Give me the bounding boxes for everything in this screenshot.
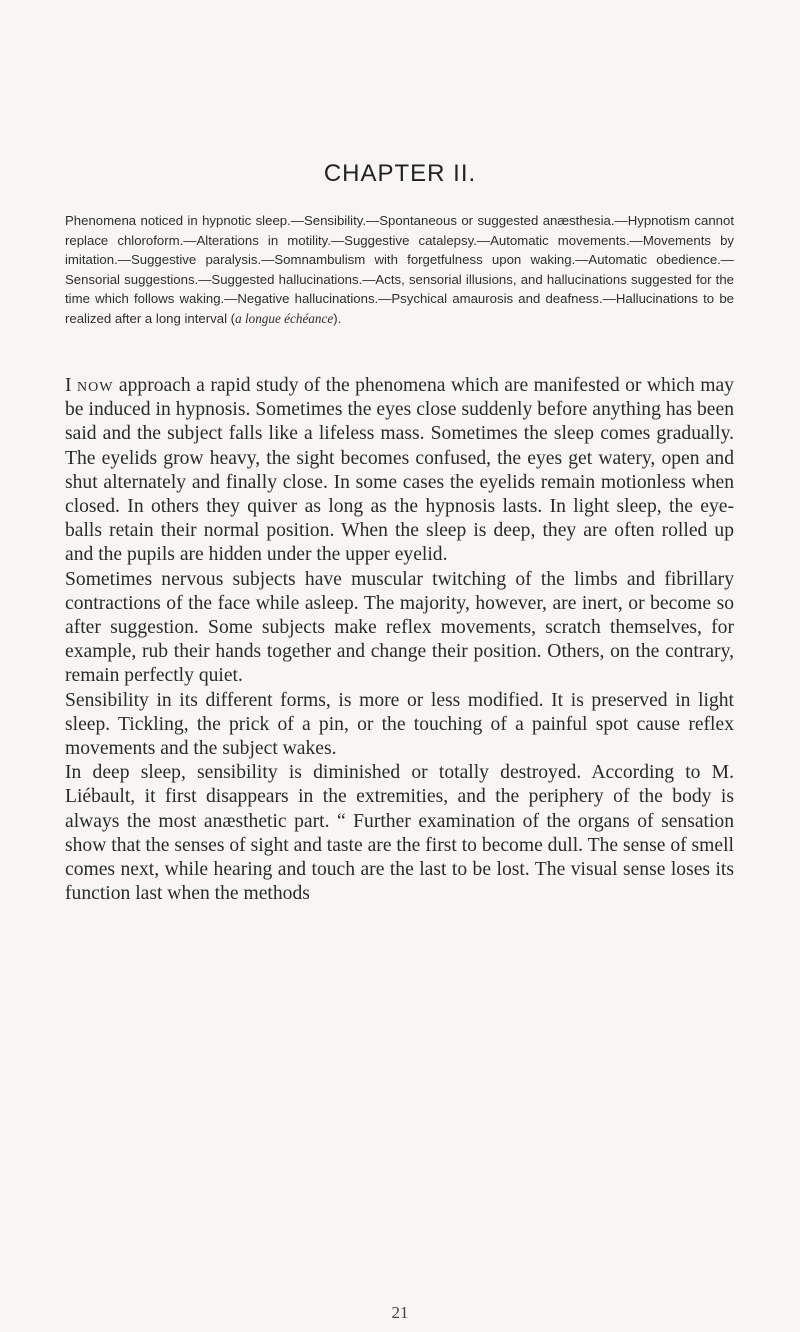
chapter-synopsis	[65, 211, 734, 329]
paragraph-2: Sometimes nervous subjects have muscular twitching of the limbs and fibrillary contractions of the face while asleep. The majority, however, are inert, or become so after suggestion. Some subjects make reflex movements, scratch themselves, for example, rub their hands together and change their position. Others, on the contrary, remain perfectly quiet.	[65, 568, 734, 687]
synopsis-italic-phrase: a longue échéance	[235, 310, 334, 326]
paragraph-4: In deep sleep, sensibility is diminished or totally destroyed. According to M. Liébault, it first disappears in the extremities, and the periphery of the body is always the most anæsthetic part. “ Further examination of the organs of sensation show that the senses of sight and taste are the first to become dull. The sense of smell comes next, while hearing and touch are the last to be lost. The visual sense loses its function last when the methods	[65, 762, 734, 905]
synopsis-end: ).	[333, 310, 342, 326]
paragraph-1-text: approach a rapid study of the phenomena which are manifested or which may be induced in hypnosis. Sometimes the eyes close suddenly before anything has been said and the subject falls like a lifeless mass. Sometimes the sleep comes gradually. The eyelids grow heavy, the sight becomes confused, the eyes get watery, open and shut alternately and finally close. In some cases the eyelids remain motionless when closed. In others they quiver as long as the hypnosis lasts. In light sleep, the eye-balls retain their normal position. When the sleep is deep, they are often rolled up and the pupils are hidden under the upper eyelid.	[65, 375, 734, 566]
body-text	[65, 374, 734, 906]
paragraph-3: Sensibility in its different forms, is more or less modified. It is preserved in light sleep. Tickling, the prick of a pin, or the touching of a painful spot cause reflex movements and the subject wakes.	[65, 689, 734, 760]
lead-letter: I	[65, 375, 72, 396]
chapter-title: CHAPTER II.	[323, 160, 477, 187]
synopsis-text: Phenomena noticed in hypnotic sleep.—Sensibility.—Spontaneous or suggested anæsthesia.—Hypnotism cannot replace chloroform.—Alterations in motility.—Suggestive catalepsy.—Automatic movements.—Movements by imitation.—Suggestive paralysis.—Somnambulism with forgetfulness upon waking.—Automatic obedience.—Sensorial suggestions.—Suggested hallucinations.—Acts, sensorial illusions, and hallucinations suggested for the time which follows waking.—Negative hallucinations.—Psychical amaurosis and deafness.—Hallucinations to be realized after a long interval (	[65, 213, 734, 326]
paragraph-1	[65, 374, 734, 568]
page-number: 21	[391, 1303, 409, 1322]
lead-small-caps: now	[77, 375, 114, 396]
